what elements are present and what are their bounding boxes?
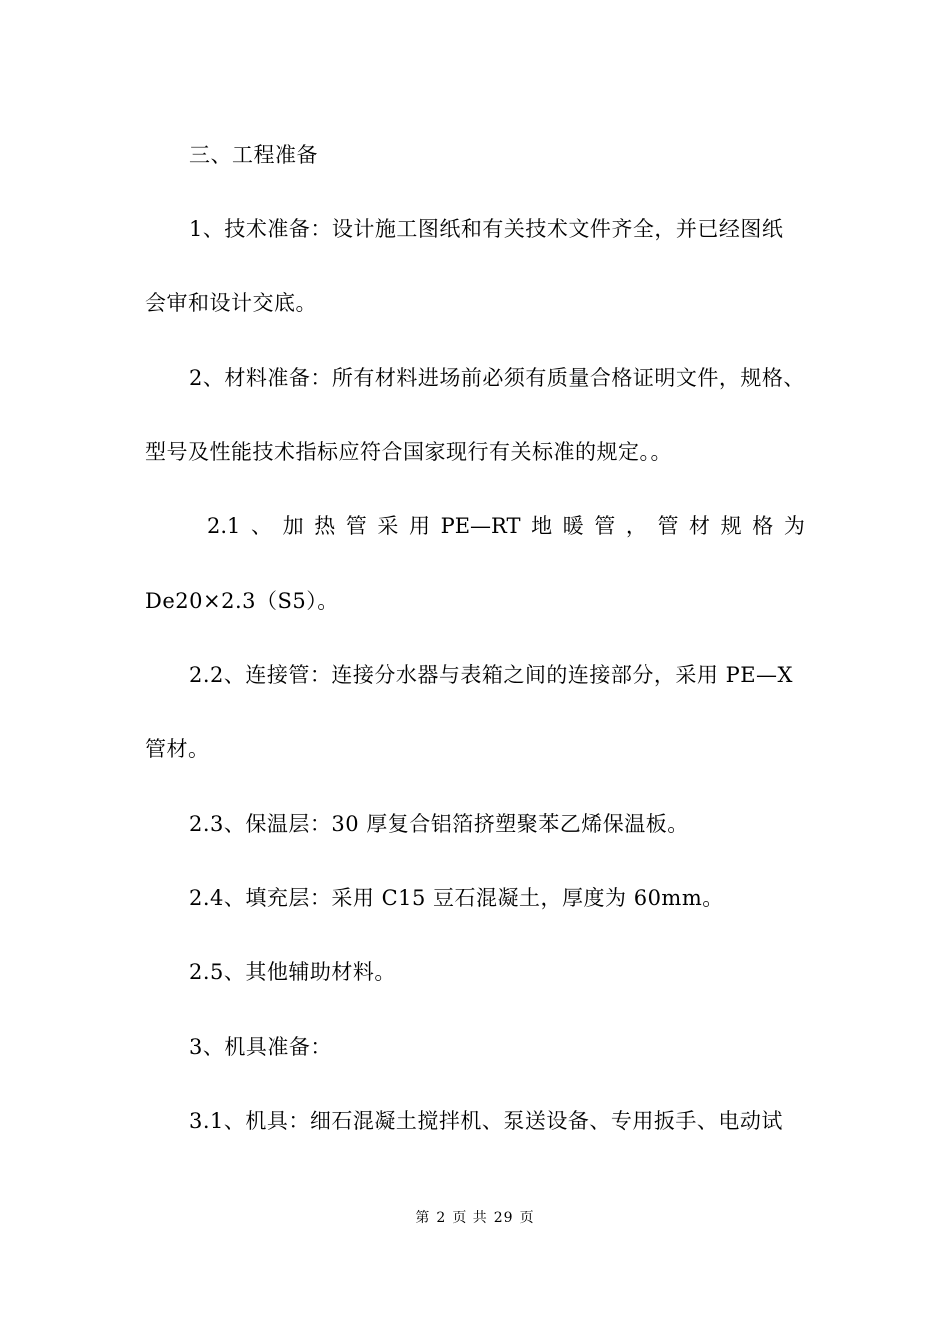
- page-footer: [0, 1208, 950, 1228]
- paragraph-line: 型号及性能技术指标应符合国家现行有关标准的规定。。: [145, 440, 672, 464]
- justified-word: PE—RT: [440, 514, 521, 538]
- justified-word: 管: [594, 514, 616, 538]
- paragraph-line: 3.1、机具：细石混凝土搅拌机、泵送设备、专用扳手、电动试: [189, 1109, 783, 1133]
- justified-word: 加: [282, 514, 304, 538]
- footer-suffix: 页: [519, 1210, 535, 1226]
- paragraph-line: 会审和设计交底。: [145, 291, 317, 315]
- justified-word: 管: [345, 514, 367, 538]
- justified-word: 格: [752, 514, 774, 538]
- justified-word: 地: [531, 514, 553, 538]
- footer-page-number: 2: [436, 1210, 447, 1226]
- paragraph-line: 管材。: [145, 737, 210, 761]
- footer-mid: 页 共: [452, 1210, 488, 1226]
- justified-word: 管: [657, 514, 679, 538]
- paragraph-line: De20×2.3（S5）。: [145, 589, 339, 613]
- paragraph-line: 1、技术准备：设计施工图纸和有关技术文件齐全，并已经图纸: [189, 217, 784, 241]
- paragraph-line: 2.5、其他辅助材料。: [189, 960, 396, 984]
- justified-word: 2.1: [207, 514, 241, 538]
- paragraph-line: 3、机具准备：: [189, 1035, 332, 1059]
- justified-word: 、: [251, 514, 272, 538]
- paragraph-line: 2.2、连接管：连接分水器与表箱之间的连接部分，采用 PE—X: [189, 663, 793, 687]
- justified-word: 为: [783, 514, 805, 538]
- justified-word: 规: [720, 514, 742, 538]
- footer-total-pages: 29: [493, 1210, 514, 1226]
- justified-word: 用: [408, 514, 430, 538]
- justified-paragraph-line: [207, 512, 805, 540]
- paragraph-line: 2.3、保温层：30 厚复合铝箔挤塑聚苯乙烯保温板。: [189, 812, 689, 836]
- justified-word: 热: [314, 514, 336, 538]
- paragraph-line: 2.4、填充层：采用 C15 豆石混凝土，厚度为 60mm。: [189, 886, 724, 910]
- section-heading: 三、工程准备: [189, 143, 318, 167]
- justified-word: 材: [689, 514, 711, 538]
- justified-word: ，: [625, 514, 647, 538]
- justified-word: 采: [377, 514, 399, 538]
- justified-word: 暖: [562, 514, 584, 538]
- footer-prefix: 第: [415, 1210, 431, 1226]
- paragraph-line: 2、材料准备：所有材料进场前必须有质量合格证明文件，规格、: [189, 366, 805, 390]
